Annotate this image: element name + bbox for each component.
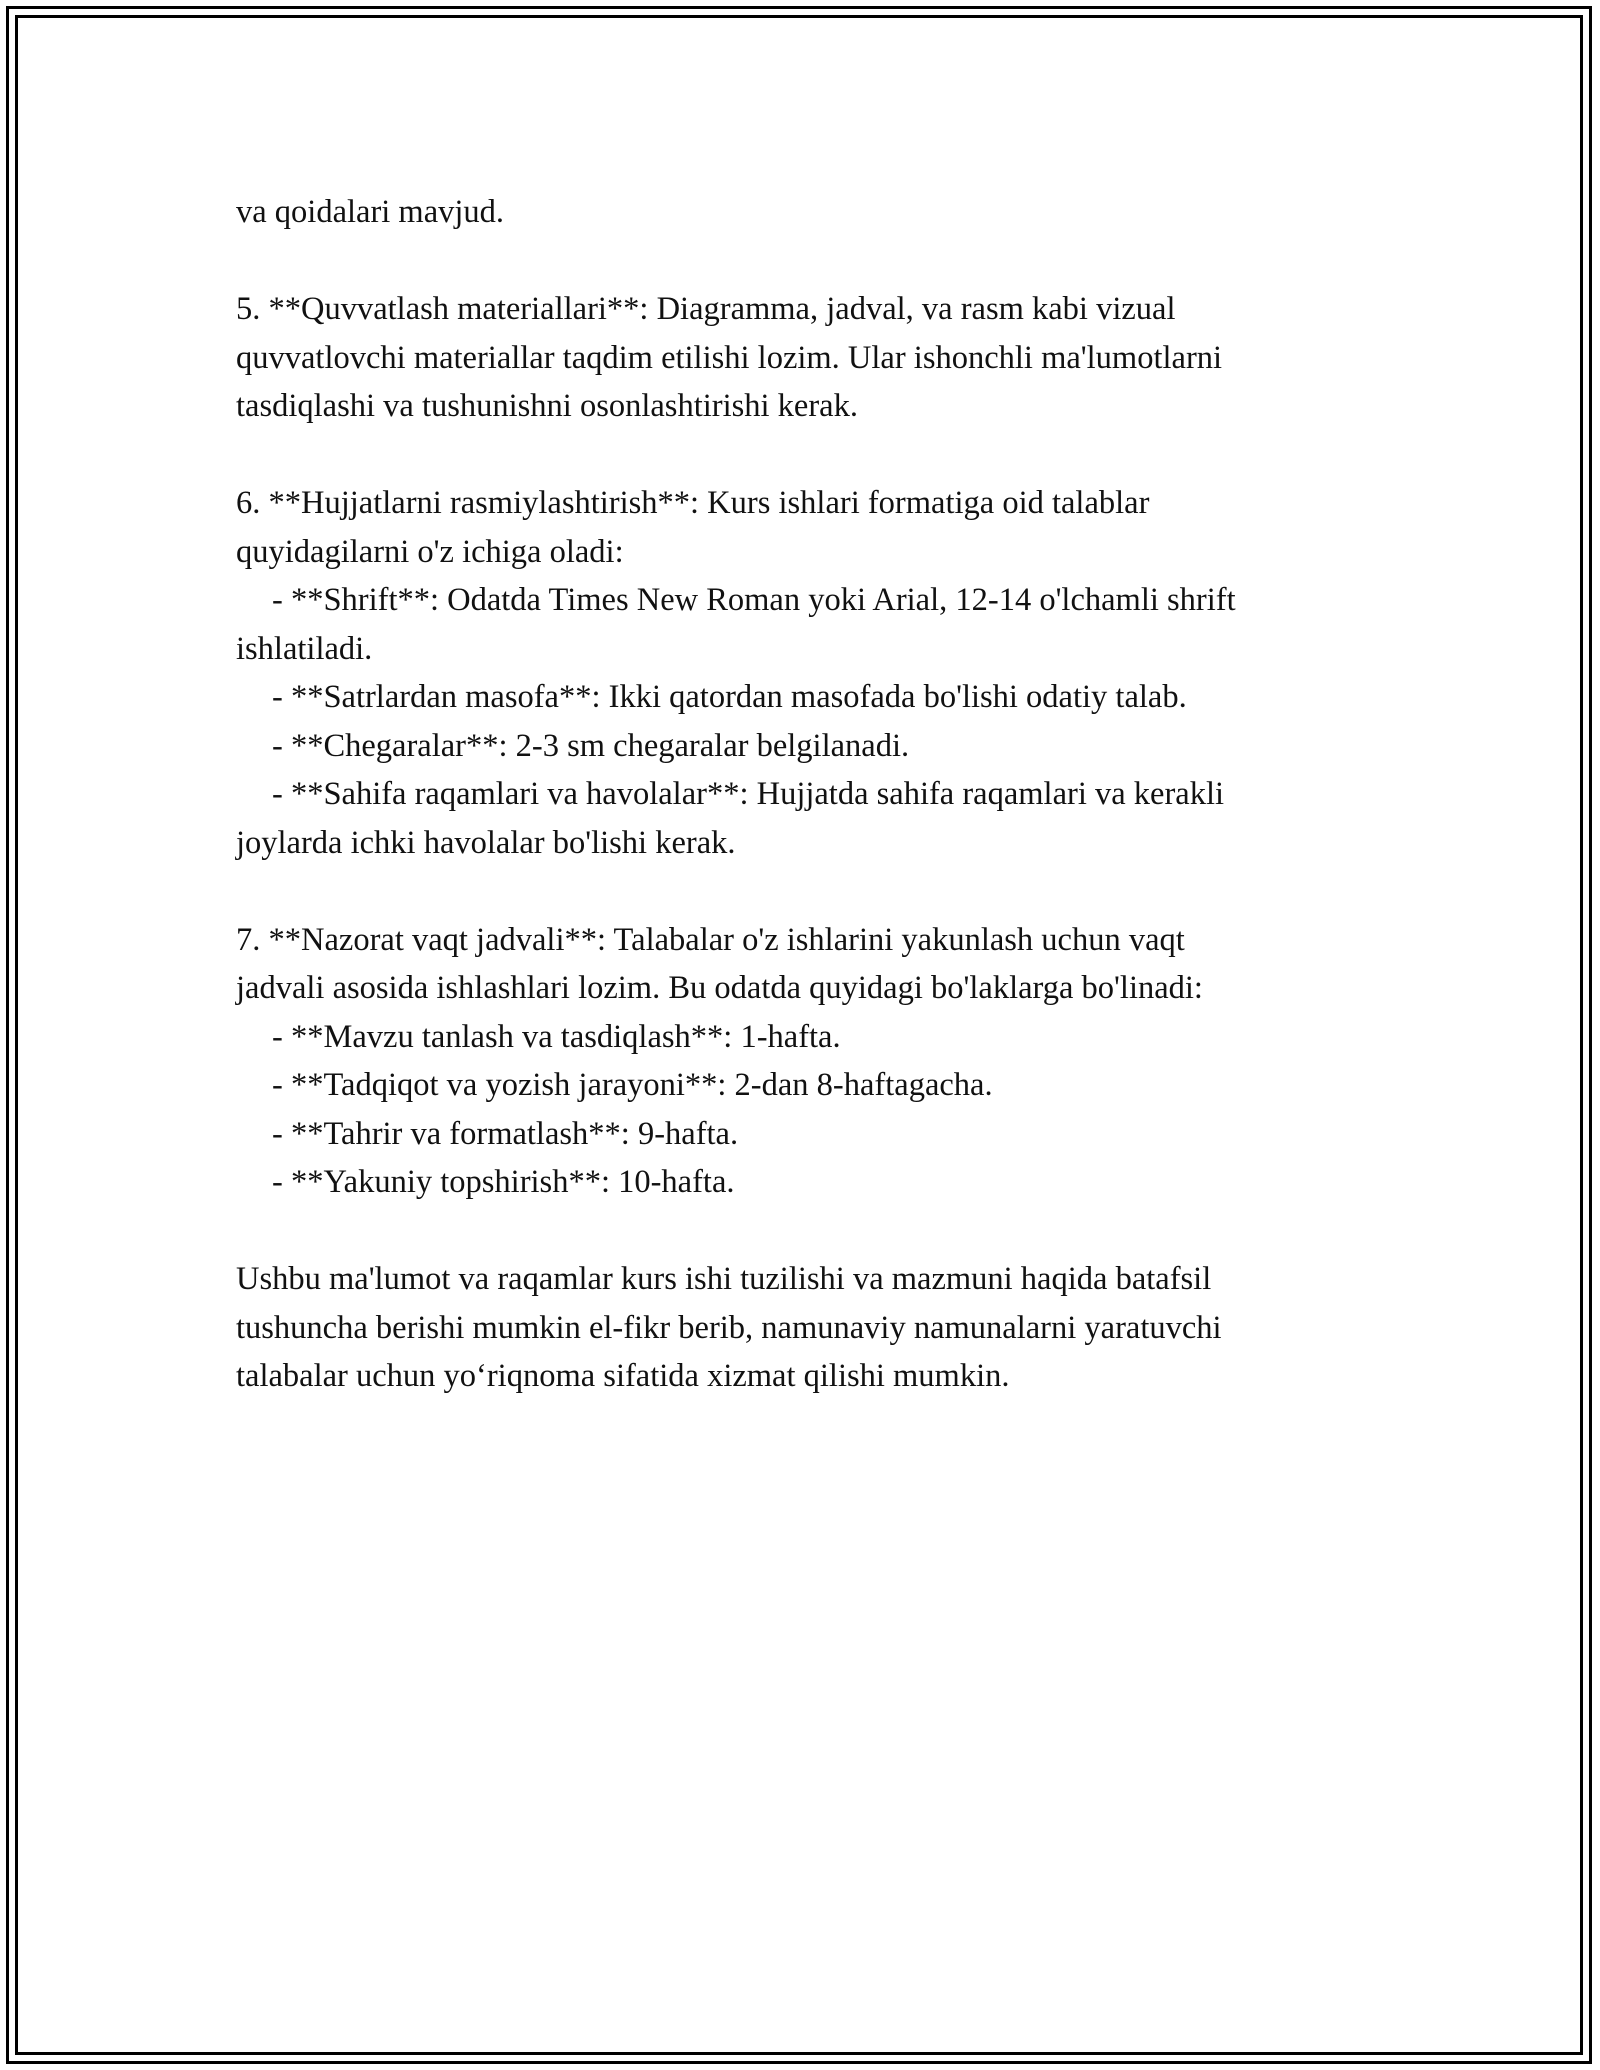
section-5-paragraph [236, 285, 1376, 431]
list-item-line: - **Tahrir va formatlash**: 9-hafta. [272, 1115, 739, 1152]
section-5-line: 5. **Quvvatlash materiallari**: Diagramma, jadval, va rasm kabi vizual [236, 291, 1176, 327]
conclusion-paragraph [236, 1255, 1376, 1401]
conclusion-line: Ushbu ma'lumot va raqamlar kurs ishi tuzilishi va mazmuni haqida batafsil [236, 1261, 1212, 1297]
list-item-line: joylarda ichki havolalar bo'lishi kerak. [236, 824, 736, 861]
section-7-line: jadvali asosida ishlashlari lozim. Bu odatda quyidagi bo'laklarga bo'linadi: [236, 970, 1203, 1006]
list-item-sahifa-raqamlari [236, 770, 1376, 867]
list-item-yakuniy-topshirish [236, 1158, 1376, 1207]
conclusion-line: talabalar uchun yo‘riqnoma sifatida xizmat qilishi mumkin. [236, 1358, 1010, 1394]
list-item-line: - **Tadqiqot va yozish jarayoni**: 2-dan 8-haftagacha. [272, 1067, 993, 1103]
list-item-chegaralar [236, 722, 1376, 771]
paragraph-gap [236, 237, 1376, 286]
list-item-line: - **Mavzu tanlash va tasdiqlash**: 1-hafta. [272, 1018, 841, 1055]
list-item-line: - **Shrift**: Odatda Times New Roman yoki Arial, 12-14 o'lchamli shrift [272, 582, 1236, 618]
list-item-tadqiqot [236, 1061, 1376, 1110]
list-item-line: - **Yakuniy topshirish**: 10-hafta. [272, 1164, 735, 1200]
list-item-mavzu-tanlash [236, 1013, 1376, 1062]
paragraph-gap [236, 1207, 1376, 1256]
section-5-line: tasdiqlashi va tushunishni osonlashtirishi kerak. [236, 388, 858, 424]
document-body [236, 188, 1376, 1401]
section-7-line: 7. **Nazorat vaqt jadvali**: Talabalar o'z ishlarini yakunlash uchun vaqt [236, 921, 1185, 958]
intro-paragraph [236, 188, 1376, 237]
list-item-shrift [236, 576, 1376, 673]
paragraph-gap [236, 431, 1376, 480]
section-6-line: 6. **Hujjatlarni rasmiylashtirish**: Kurs ishlari formatiga oid talablar [236, 485, 1150, 521]
section-6-paragraph [236, 479, 1376, 867]
section-6-line: quyidagilarni o'z ichiga oladi: [236, 533, 624, 570]
list-item-line: - **Satrlardan masofa**: Ikki qatordan masofada bo'lishi odatiy talab. [272, 679, 1187, 715]
paragraph-gap [236, 867, 1376, 916]
conclusion-line: tushuncha berishi mumkin el-fikr berib, namunaviy namunalarni yaratuvchi [236, 1309, 1222, 1346]
intro-line: va qoidalari mavjud. [236, 194, 505, 230]
list-item-tahrir [236, 1110, 1376, 1159]
list-item-satrlardan-masofa [236, 673, 1376, 722]
section-5-line: quvvatlovchi materiallar taqdim etilishi lozim. Ular ishonchli ma'lumotlarni [236, 339, 1223, 376]
list-item-line: - **Sahifa raqamlari va havolalar**: Hujjatda sahifa raqamlari va kerakli [272, 776, 1225, 812]
list-item-line: - **Chegaralar**: 2-3 sm chegaralar belgilanadi. [272, 727, 910, 764]
section-7-paragraph [236, 916, 1376, 1207]
list-item-line: ishlatiladi. [236, 630, 373, 667]
